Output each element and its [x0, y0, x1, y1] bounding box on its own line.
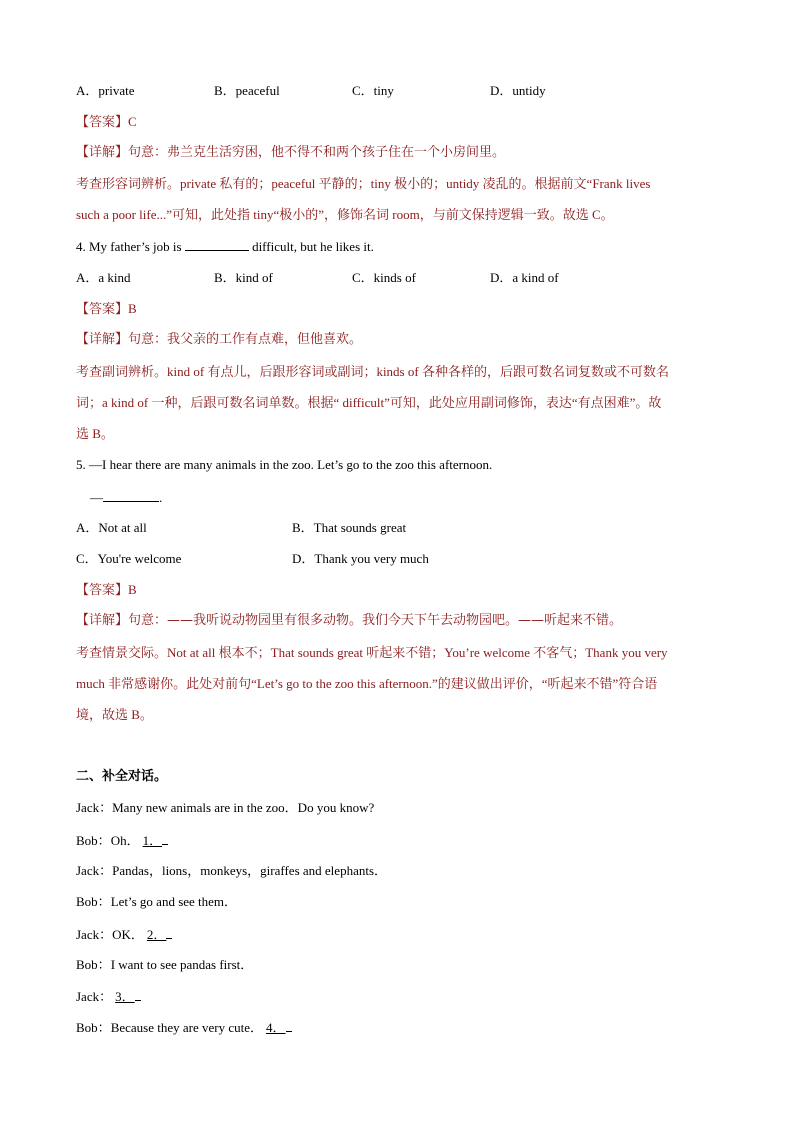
q5-option-a: A．Not at all: [76, 520, 147, 535]
answer-blank: [103, 487, 159, 502]
q3-option-b: B．peaceful: [214, 83, 280, 98]
dialogue-line: [76, 861, 387, 881]
q5-stem: 5. —I hear there are many animals in the zoo. Let’s go to the zoo this afternoon.: [76, 457, 493, 472]
speaker-separator: ：: [99, 989, 113, 1004]
speaker-name: Jack: [76, 927, 100, 942]
q3-option-d: D．untidy: [490, 83, 546, 98]
answer-blank: [185, 236, 249, 251]
q4-detail-line-2: 考查副词辨析。kind of 有点儿，后跟形容词或副词；kinds of 各种各样的，后跟可数名词复数或不可数名: [76, 364, 669, 379]
q3-detail-line-2: 考查形容词辨析。private 私有的；peaceful 平静的；tiny 极小的；untidy 凌乱的。根据前文“Frank lives: [76, 176, 651, 191]
answer-label: 【答案】: [76, 115, 129, 130]
q4-detail-line-4: 选 B。: [76, 426, 114, 441]
speaker-separator: ：: [97, 1020, 111, 1035]
q4-detail-line-3: 词；a kind of 一种，后跟可数名词单数。根据“ difficult”可知，此处应用副词修饰，表达“有点困难”。故: [76, 395, 662, 410]
line-text: Because they are very cute．: [110, 1020, 263, 1035]
speaker-name: Jack: [76, 800, 100, 815]
q4-answer: [76, 299, 137, 320]
q3-option-c: C．tiny: [352, 83, 394, 98]
line-text: Oh．: [110, 833, 140, 848]
q5-option-d: D．Thank you very much: [292, 551, 429, 566]
q3-detail-line-1: [76, 143, 505, 163]
q4-option-c: C．kinds of: [352, 270, 416, 285]
q4-option-d: D．a kind of: [490, 270, 559, 285]
q5-detail-line-4: 境，故选 B。: [76, 707, 153, 722]
detail-text: 句意：我父亲的工作有点难，但他喜欢。: [128, 332, 363, 347]
answer-blank: [286, 1017, 292, 1032]
reply-dash: —: [90, 490, 103, 505]
line-text: Many new animals are in the zoo．Do you know?: [112, 800, 375, 815]
speaker-name: Jack: [76, 989, 100, 1004]
speaker-name: Jack: [76, 863, 100, 878]
dialogue-line: [76, 955, 253, 975]
q5-reply: [90, 487, 162, 508]
speaker-name: Bob: [76, 1020, 98, 1035]
blank-number: 2．: [146, 927, 167, 942]
blank-number: 1．: [142, 833, 163, 848]
answer-blank: [162, 830, 168, 845]
speaker-separator: ：: [99, 927, 113, 942]
speaker-separator: ：: [97, 833, 111, 848]
line-text: OK．: [112, 927, 144, 942]
q3-option-a: A．private: [76, 83, 135, 98]
section-title: 二、补全对话。: [76, 769, 168, 784]
speaker-name: Bob: [76, 833, 98, 848]
detail-label: 【详解】: [76, 332, 129, 347]
line-text: Let’s go and see them．: [110, 894, 238, 909]
answer-value: C: [128, 114, 137, 129]
speaker-name: Bob: [76, 957, 98, 972]
q4-stem-after: difficult, but he likes it.: [248, 239, 374, 254]
q4-stem-before: 4. My father’s job is: [76, 239, 185, 254]
speaker-separator: ：: [97, 894, 111, 909]
q3-detail-line-3: such a poor life...”可知，此处指 tiny“极小的”，修饰名词 room，与前文保持逻辑一致。故选 C。: [76, 207, 614, 222]
q5-answer: [76, 580, 137, 601]
detail-label: 【详解】: [76, 613, 129, 628]
answer-value: B: [128, 301, 137, 316]
q4-option-b: B．kind of: [214, 270, 273, 285]
answer-blank: [135, 986, 141, 1001]
answer-label: 【答案】: [76, 302, 129, 317]
q5-option-c: C．You're welcome: [76, 551, 182, 566]
q5-option-b: B．That sounds great: [292, 520, 407, 535]
blank-number: 4．: [266, 1020, 286, 1035]
dialogue-line: [76, 924, 172, 945]
speaker-name: Bob: [76, 894, 98, 909]
detail-text: 句意：——我听说动物园里有很多动物。我们今天下午去动物园吧。——听起来不错。: [128, 613, 623, 628]
speaker-separator: ：: [99, 800, 113, 815]
answer-label: 【答案】: [76, 583, 129, 598]
answer-blank: [166, 924, 172, 939]
line-text: I want to see pandas first．: [110, 957, 254, 972]
detail-label: 【详解】: [76, 145, 129, 160]
speaker-separator: ：: [99, 863, 113, 878]
blank-number: 3．: [115, 989, 135, 1004]
speaker-separator: ：: [97, 957, 111, 972]
q3-answer: [76, 112, 137, 133]
dialogue-line: [76, 986, 141, 1007]
q5-detail-line-1: [76, 611, 622, 631]
q5-detail-line-3: much 非常感谢你。此处对前句“Let’s go to the zoo this afternoon.”的建议做出评价，“听起来不错”符合语: [76, 676, 658, 691]
q4-stem: [76, 236, 374, 257]
reply-period: .: [159, 490, 163, 505]
detail-text: 句意：弗兰克生活穷困，他不得不和两个孩子住在一个小房间里。: [128, 145, 506, 160]
dialogue-line: [76, 830, 168, 851]
q5-detail-line-2: 考查情景交际。Not at all 根本不；That sounds great 听起来不错；You’re welcome 不客气；Thank you very: [76, 645, 668, 660]
dialogue-line: [76, 798, 374, 818]
dialogue-line: [76, 1017, 292, 1038]
dialogue-line: [76, 892, 237, 912]
answer-value: B: [128, 582, 137, 597]
q4-detail-line-1: [76, 330, 362, 350]
q4-option-a: A．a kind: [76, 270, 131, 285]
line-text: Pandas，lions，monkeys，giraffes and elephants．: [112, 863, 388, 878]
